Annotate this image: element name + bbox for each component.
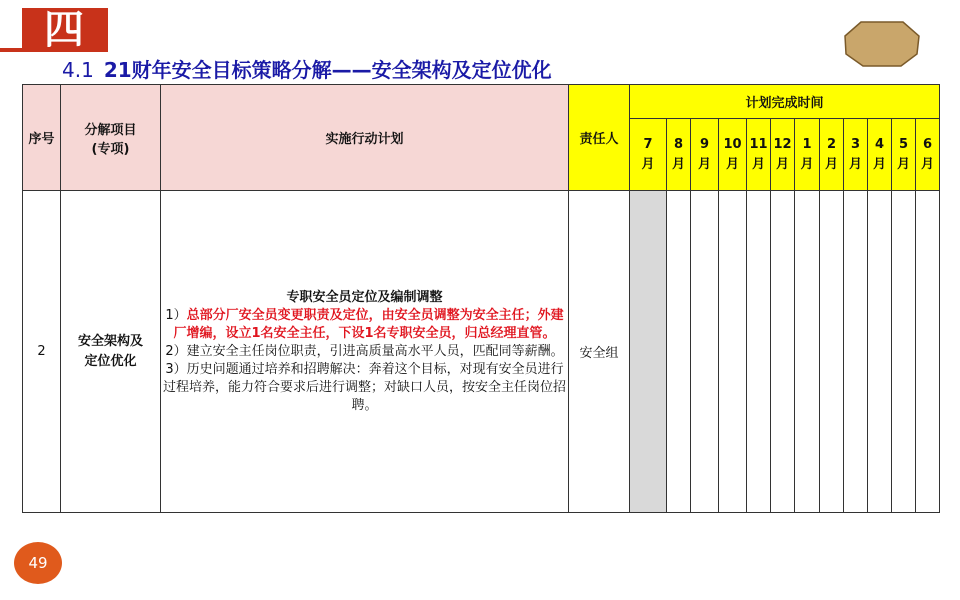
accent-bar bbox=[0, 48, 22, 52]
month-cell bbox=[719, 191, 747, 513]
header-item bbox=[61, 85, 161, 191]
month-cell bbox=[771, 191, 795, 513]
month-header: 3 月 bbox=[844, 119, 868, 191]
month-cell bbox=[795, 191, 820, 513]
month-header: 5 月 bbox=[892, 119, 916, 191]
row-item bbox=[61, 191, 161, 513]
plan-point-1 bbox=[161, 307, 568, 343]
month-header: 1 月 bbox=[795, 119, 820, 191]
month-header: 9 月 bbox=[691, 119, 719, 191]
plan-point-1-prefix: 1） bbox=[165, 307, 187, 323]
header-item-line1: 分解项目 bbox=[84, 122, 137, 138]
page-title bbox=[62, 54, 552, 83]
action-plan-table bbox=[22, 84, 940, 513]
month-header: 10 月 bbox=[719, 119, 747, 191]
month-cell bbox=[916, 191, 940, 513]
section-badge: 四 bbox=[22, 8, 108, 52]
month-cell bbox=[868, 191, 892, 513]
row-seq: 2 bbox=[23, 191, 61, 513]
plan-point-2: 2）建立安全主任岗位职责，引进高质量高水平人员，匹配同等薪酬。 bbox=[165, 343, 564, 359]
title-number: 4.1 bbox=[62, 58, 94, 82]
table-row bbox=[23, 191, 940, 513]
month-cell-highlighted bbox=[630, 191, 667, 513]
month-header: 4 月 bbox=[868, 119, 892, 191]
month-header: 6 月 bbox=[916, 119, 940, 191]
row-item-line2: 定位优化 bbox=[84, 353, 137, 369]
month-cell bbox=[747, 191, 771, 513]
month-header: 11 月 bbox=[747, 119, 771, 191]
row-item-line1: 安全架构及 bbox=[77, 333, 143, 349]
month-header: 2 月 bbox=[820, 119, 844, 191]
month-cell bbox=[820, 191, 844, 513]
row-plan bbox=[161, 191, 569, 513]
month-header: 8 月 bbox=[667, 119, 691, 191]
page-number: 49 bbox=[14, 542, 62, 584]
plan-heading: 专职安全员定位及编制调整 bbox=[286, 289, 443, 305]
header-seq: 序号 bbox=[23, 85, 61, 191]
month-header: 7 月 bbox=[630, 119, 667, 191]
decorative-oval-icon bbox=[843, 18, 921, 68]
month-header: 12 月 bbox=[771, 119, 795, 191]
header-item-line2: (专项) bbox=[91, 141, 130, 157]
month-cell bbox=[892, 191, 916, 513]
header-owner: 责任人 bbox=[569, 85, 630, 191]
month-cell bbox=[691, 191, 719, 513]
month-cell bbox=[844, 191, 868, 513]
header-plan: 实施行动计划 bbox=[161, 85, 569, 191]
row-owner: 安全组 bbox=[569, 191, 630, 513]
header-schedule: 计划完成时间 bbox=[630, 85, 940, 119]
title-text: 21财年安全目标策略分解——安全架构及定位优化 bbox=[103, 58, 552, 82]
month-cell bbox=[667, 191, 691, 513]
plan-point-3: 3）历史问题通过培养和招聘解决：奔着这个目标，对现有安全员进行过程培养，能力符合要求后进行调整；对缺口人员，按安全主任岗位招聘。 bbox=[162, 361, 566, 413]
plan-point-1-text: 总部分厂安全员变更职责及定位，由安全员调整为安全主任；外建厂增编，设立1名安全主任，下设1名专职安全员，归总经理直管。 bbox=[173, 307, 564, 341]
